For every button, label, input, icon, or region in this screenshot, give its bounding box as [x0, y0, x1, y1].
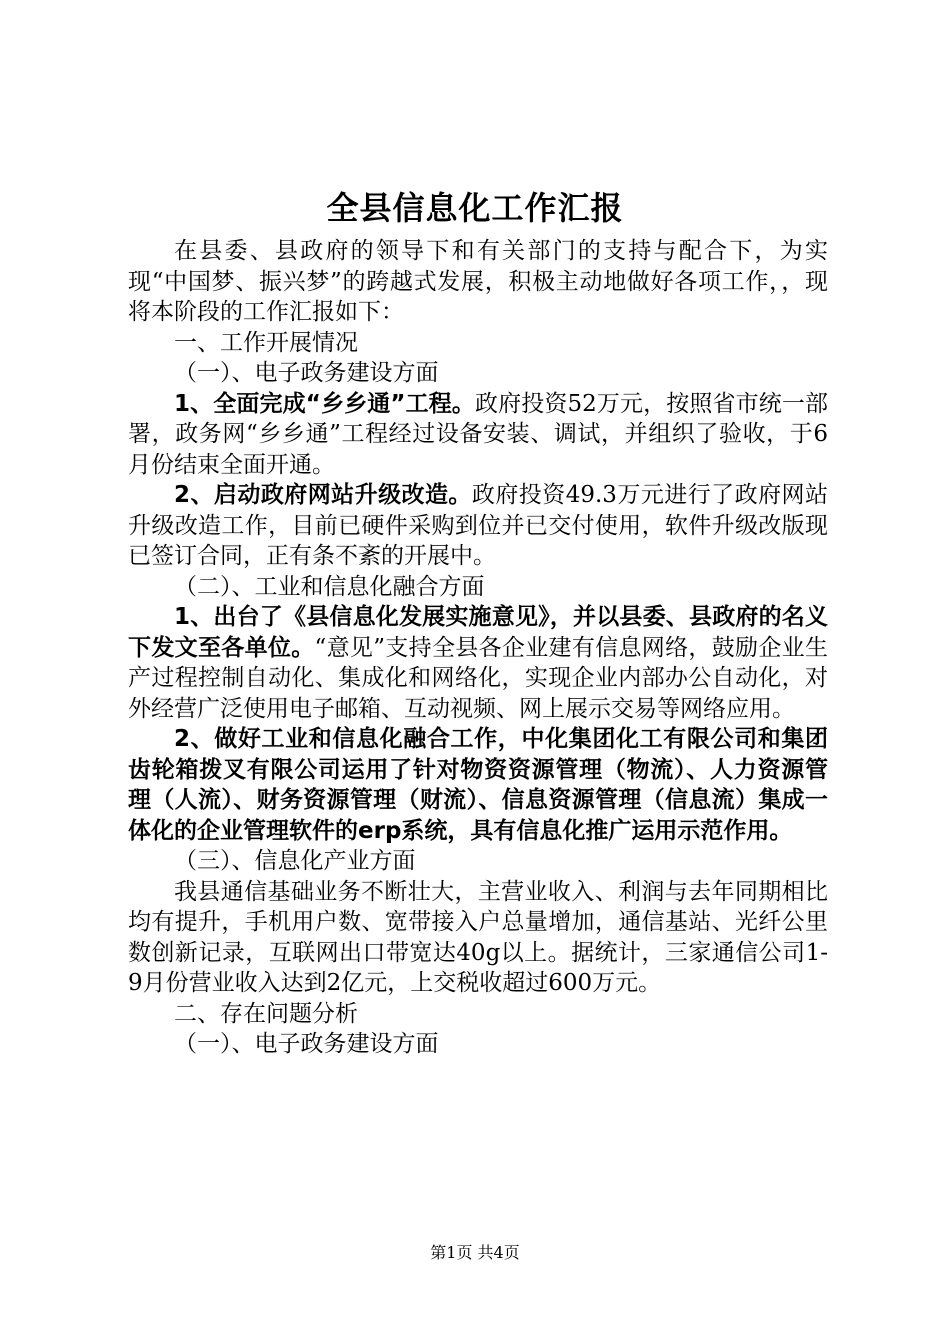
- subsection-heading-3: （三）、信息化产业方面: [174, 848, 416, 874]
- paragraph-item-3: [128, 602, 828, 724]
- document-body: [128, 236, 828, 1060]
- paragraph-item-2: [128, 480, 828, 572]
- paragraph-item-3-text: “意见”支持全县各企业建有信息网络，鼓励企业生产过程控制自动化、集成化和网络化，实现企业内部办公自动化，对外经营广泛使用电子邮箱、互动视频、网上展示交易等网络应用。: [128, 634, 828, 722]
- section-heading-2: 二、存在问题分析: [174, 1000, 358, 1027]
- paragraph-item-4: 2、做好工业和信息化融合工作，中化集团化工有限公司和集团齿轮箱拨叉有限公司运用了针对物资资源管理（物流）、人力资源管理（人流）、财务资源管理（财流）、信息资源管理（信息流）集成一体化的企业管理软件的erp系统，具有信息化推广运用示范作用。: [128, 726, 828, 844]
- section-heading-1: 一、工作开展情况: [174, 329, 358, 356]
- paragraph-item-1-lead: 1、全面完成“乡乡通”工程。: [174, 390, 475, 417]
- document-title: 全县信息化工作汇报: [326, 189, 624, 227]
- subsection-heading-4: （一）、电子政务建设方面: [174, 1031, 439, 1057]
- paragraph-item-1: [128, 389, 828, 481]
- paragraph-item-3-lead: 1、出台了《县信息化发展实施意见》，并以县委、县政府的名义下发文至各单位。: [128, 604, 828, 661]
- paragraph-item-5: 我县通信基础业务不断壮大，主营业收入、利润与去年同期相比均有提升，手机用户数、宽带接入户总量增加，通信基站、光纤公里数创新记录，互联网出口带宽达40g以上。据统计，三家通信公司1-9月份营业收入达到2亿元，上交税收超过600万元。: [128, 878, 828, 996]
- intro-paragraph: 在县委、县政府的领导下和有关部门的支持与配合下，为实现“中国梦、振兴梦”的跨越式发展，积极主动地做好各项工作，，现将本阶段的工作汇报如下：: [128, 238, 828, 325]
- page-footer: 第1页 共4页: [430, 1243, 520, 1262]
- paragraph-item-2-lead: 2、启动政府网站升级改造。: [174, 482, 472, 508]
- subsection-heading-1: （一）、电子政务建设方面: [174, 360, 439, 386]
- paragraph-item-2-text: 政府投资49.3万元进行了政府网站升级改造工作，目前已硬件采购到位并已交付使用，软件升级改版现已签订合同，正有条不紊的开展中。: [128, 482, 828, 569]
- subsection-heading-2: （二）、工业和信息化融合方面: [174, 573, 485, 600]
- paragraph-item-1-text: 政府投资52万元，按照省市统一部署，政务网“乡乡通”工程经过设备安装、调试，并组织了验收，于6月份结束全面开通。: [128, 390, 828, 478]
